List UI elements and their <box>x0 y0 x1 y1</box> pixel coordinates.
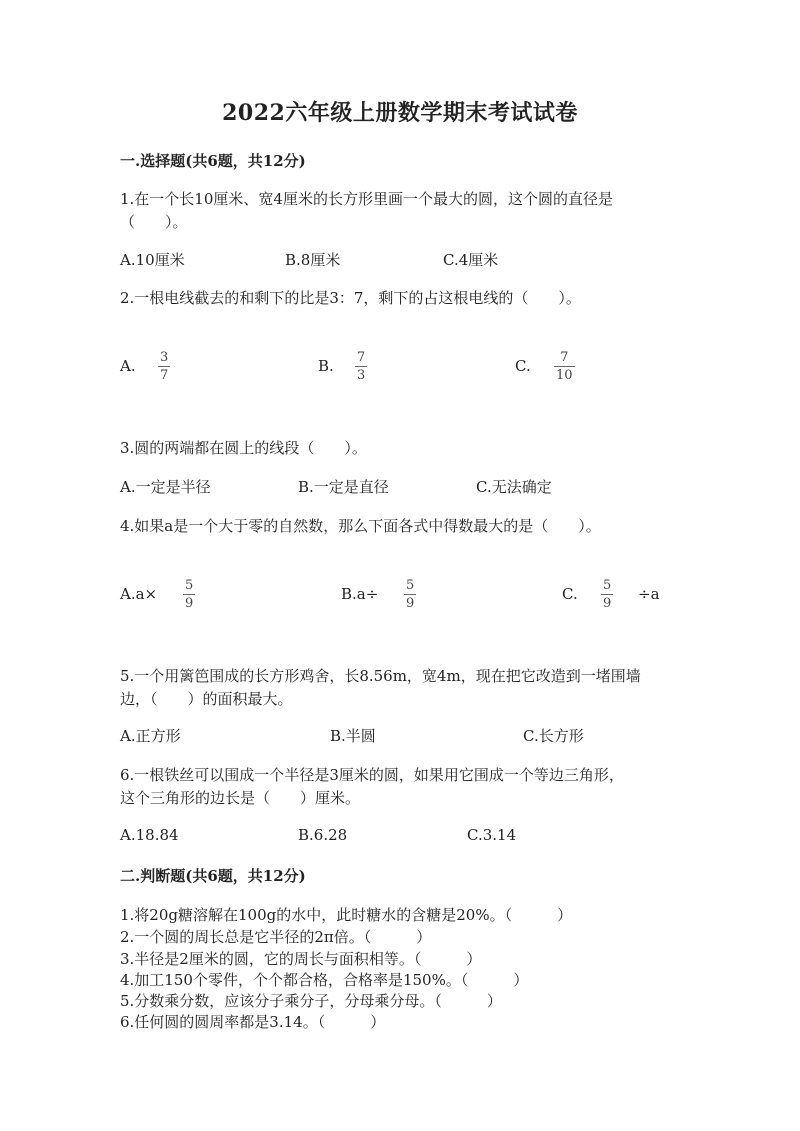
section-heading-choice: 一.选择题(共6题，共12分) <box>120 152 306 170</box>
q6-option-a[interactable]: A.18.84 <box>120 826 179 844</box>
q4-option-c-suffix: ÷a <box>638 585 660 603</box>
judgement-item-4: 4.加工150个零件，个个都合格，合格率是150%。（ ） <box>120 971 529 989</box>
q4-option-a-label[interactable]: A.a× <box>120 585 158 603</box>
question-6-text: 6.一根铁丝可以围成一个半径是3厘米的圆，如果用它围成一个等边三角形， <box>120 766 624 784</box>
question-5-text-cont: 边，（ ）的面积最大。 <box>120 690 293 708</box>
fraction-numerator: 7 <box>357 350 366 365</box>
q4-option-c-fraction <box>601 578 613 611</box>
q2-option-b-fraction <box>355 350 367 383</box>
fraction-numerator: 5 <box>603 578 612 593</box>
fraction-bar <box>554 366 575 367</box>
q6-option-c[interactable]: C.3.14 <box>467 826 517 844</box>
q4-option-b-label[interactable]: B.a÷ <box>341 585 379 603</box>
question-5-text: 5.一个用篱笆围成的长方形鸡舍，长8.56m，宽4m，现在把它改造到一堵围墙 <box>120 667 641 685</box>
judgement-item-5: 5.分数乘分数，应该分子乘分子，分母乘分母。（ ） <box>120 992 502 1010</box>
page-title: 2022六年级上册数学期末考试试卷 <box>222 100 578 126</box>
q4-option-b-fraction <box>404 578 416 611</box>
q3-option-c[interactable]: C.无法确定 <box>476 478 552 496</box>
q2-option-b-label[interactable]: B. <box>318 357 334 375</box>
q5-option-b[interactable]: B.半圆 <box>330 727 376 745</box>
fraction-numerator: 3 <box>160 350 169 365</box>
fraction-numerator: 5 <box>185 578 194 593</box>
q5-option-a[interactable]: A.正方形 <box>120 727 181 745</box>
fraction-denominator: 10 <box>556 368 573 383</box>
fraction-bar <box>355 366 367 367</box>
section-heading-judgement: 二.判断题(共6题，共12分) <box>120 867 306 885</box>
q3-option-a[interactable]: A.一定是半径 <box>120 478 211 496</box>
judgement-item-6: 6.任何圆的圆周率都是3.14。（ ） <box>120 1013 386 1031</box>
q2-option-a-fraction <box>158 350 170 383</box>
question-2-text: 2.一根电线截去的和剩下的比是3：7，剩下的占这根电线的（ ）。 <box>120 289 581 307</box>
judgement-item-3: 3.半径是2厘米的圆，它的周长与面积相等。（ ） <box>120 950 482 968</box>
fraction-bar <box>404 594 416 595</box>
q3-option-b[interactable]: B.一定是直径 <box>298 478 389 496</box>
question-1-text: 1.在一个长10厘米、宽4厘米的长方形里画一个最大的圆，这个圆的直径是 <box>120 190 613 208</box>
q4-option-c-label[interactable]: C. <box>562 585 578 603</box>
q6-option-b[interactable]: B.6.28 <box>298 826 348 844</box>
fraction-denominator: 9 <box>406 596 415 611</box>
q1-option-a[interactable]: A.10厘米 <box>120 251 185 269</box>
fraction-denominator: 7 <box>160 368 169 383</box>
fraction-numerator: 5 <box>406 578 415 593</box>
judgement-item-1: 1.将20g糖溶解在100g的水中，此时糖水的含糖是20%。（ ） <box>120 906 573 924</box>
q2-option-c-label[interactable]: C. <box>515 357 531 375</box>
fraction-bar <box>158 366 170 367</box>
fraction-denominator: 9 <box>603 596 612 611</box>
fraction-bar <box>601 594 613 595</box>
question-3-text: 3.圆的两端都在圆上的线段（ ）。 <box>120 439 367 457</box>
fraction-numerator: 7 <box>560 350 569 365</box>
judgement-item-2: 2.一个圆的周长总是它半径的2π倍。（ ） <box>120 928 432 946</box>
question-6-text-cont: 这个三角形的边长是（ ）厘米。 <box>120 789 361 807</box>
question-1-text-cont: （ ）。 <box>120 213 188 231</box>
fraction-denominator: 9 <box>185 596 194 611</box>
q2-option-a-label[interactable]: A. <box>120 357 136 375</box>
q5-option-c[interactable]: C.长方形 <box>523 727 584 745</box>
q1-option-c[interactable]: C.4厘米 <box>443 251 499 269</box>
q4-option-a-fraction <box>183 578 195 611</box>
q1-option-b[interactable]: B.8厘米 <box>285 251 341 269</box>
fraction-bar <box>183 594 195 595</box>
fraction-denominator: 3 <box>357 368 366 383</box>
q2-option-c-fraction <box>554 350 575 383</box>
question-4-text: 4.如果a是一个大于零的自然数，那么下面各式中得数最大的是（ ）。 <box>120 517 601 535</box>
